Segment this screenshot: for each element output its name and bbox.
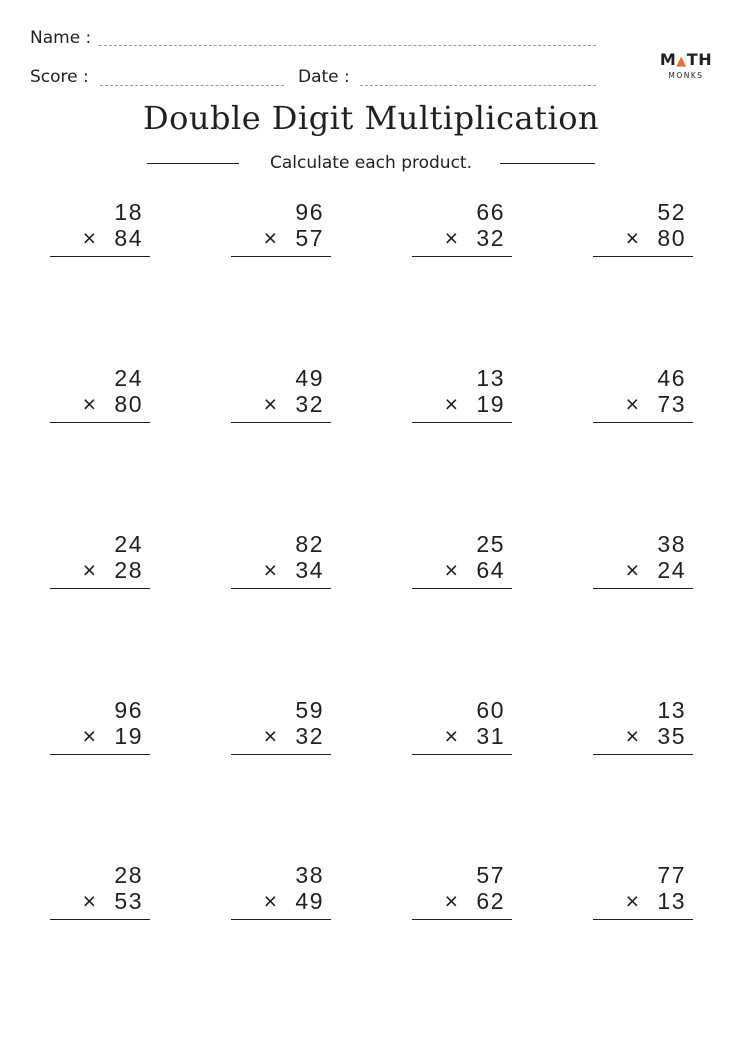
multiplier: 19 xyxy=(114,723,143,749)
answer-line[interactable] xyxy=(593,919,693,920)
score-label: Score : xyxy=(30,67,89,87)
answer-line[interactable] xyxy=(412,588,512,589)
logo-subtitle: MONKS xyxy=(668,71,704,80)
multiply-icon: × xyxy=(82,391,96,417)
problem-6 xyxy=(231,364,331,434)
problem-8 xyxy=(593,364,693,434)
multiplicand: 18 xyxy=(114,199,143,225)
answer-line[interactable] xyxy=(231,588,331,589)
multiplier: 19 xyxy=(476,391,505,417)
multiply-icon: × xyxy=(625,391,639,417)
problem-1 xyxy=(50,198,150,268)
multiplier: 57 xyxy=(295,225,324,251)
multiply-icon: × xyxy=(625,888,639,914)
answer-line[interactable] xyxy=(50,754,150,755)
score-field[interactable] xyxy=(100,85,284,86)
answer-line[interactable] xyxy=(412,422,512,423)
multiply-icon: × xyxy=(263,225,277,251)
problem-20 xyxy=(593,861,693,931)
multiplier: 31 xyxy=(476,723,505,749)
answer-line[interactable] xyxy=(231,256,331,257)
multiplicand: 59 xyxy=(295,697,324,723)
date-field[interactable] xyxy=(360,85,596,86)
instruction-rule-right xyxy=(500,163,595,164)
multiplier: 32 xyxy=(476,225,505,251)
problem-16 xyxy=(593,696,693,766)
multiplier: 73 xyxy=(657,391,686,417)
multiplier: 64 xyxy=(476,557,505,583)
name-field[interactable] xyxy=(99,45,596,46)
multiplicand: 77 xyxy=(657,862,686,888)
multiplicand: 28 xyxy=(114,862,143,888)
problem-7 xyxy=(412,364,512,434)
multiply-icon: × xyxy=(444,225,458,251)
multiplier: 32 xyxy=(295,723,324,749)
multiplier: 53 xyxy=(114,888,143,914)
multiplicand: 24 xyxy=(114,531,143,557)
multiply-icon: × xyxy=(82,723,96,749)
problem-3 xyxy=(412,198,512,268)
answer-line[interactable] xyxy=(50,919,150,920)
multiplicand: 49 xyxy=(295,365,324,391)
multiplier: 49 xyxy=(295,888,324,914)
multiply-icon: × xyxy=(444,888,458,914)
multiplier: 24 xyxy=(657,557,686,583)
problem-4 xyxy=(593,198,693,268)
multiply-icon: × xyxy=(625,557,639,583)
multiplicand: 24 xyxy=(114,365,143,391)
multiplier: 13 xyxy=(657,888,686,914)
multiply-icon: × xyxy=(263,557,277,583)
answer-line[interactable] xyxy=(593,422,693,423)
answer-line[interactable] xyxy=(412,256,512,257)
multiply-icon: × xyxy=(625,723,639,749)
answer-line[interactable] xyxy=(231,754,331,755)
multiplier: 80 xyxy=(114,391,143,417)
multiplier: 35 xyxy=(657,723,686,749)
multiply-icon: × xyxy=(82,557,96,583)
multiplicand: 25 xyxy=(476,531,505,557)
multiplier: 84 xyxy=(114,225,143,251)
problem-19 xyxy=(412,861,512,931)
name-label: Name : xyxy=(30,28,92,48)
multiplier: 80 xyxy=(657,225,686,251)
problem-10 xyxy=(231,530,331,600)
multiplicand: 52 xyxy=(657,199,686,225)
multiplier: 62 xyxy=(476,888,505,914)
problem-2 xyxy=(231,198,331,268)
answer-line[interactable] xyxy=(593,754,693,755)
multiplicand: 13 xyxy=(476,365,505,391)
multiplicand: 60 xyxy=(476,697,505,723)
multiply-icon: × xyxy=(444,723,458,749)
answer-line[interactable] xyxy=(50,256,150,257)
answer-line[interactable] xyxy=(412,754,512,755)
answer-line[interactable] xyxy=(412,919,512,920)
answer-line[interactable] xyxy=(593,256,693,257)
date-label: Date : xyxy=(298,67,350,87)
problem-9 xyxy=(50,530,150,600)
multiplier: 34 xyxy=(295,557,324,583)
problem-5 xyxy=(50,364,150,434)
multiplicand: 66 xyxy=(476,199,505,225)
problem-14 xyxy=(231,696,331,766)
instruction-rule-left xyxy=(147,163,239,164)
problem-18 xyxy=(231,861,331,931)
multiplier: 32 xyxy=(295,391,324,417)
multiplicand: 96 xyxy=(114,697,143,723)
problem-12 xyxy=(593,530,693,600)
multiply-icon: × xyxy=(82,888,96,914)
problem-13 xyxy=(50,696,150,766)
problem-11 xyxy=(412,530,512,600)
multiply-icon: × xyxy=(263,723,277,749)
answer-line[interactable] xyxy=(593,588,693,589)
multiplicand: 38 xyxy=(657,531,686,557)
multiplicand: 13 xyxy=(657,697,686,723)
multiplier: 28 xyxy=(114,557,143,583)
problem-15 xyxy=(412,696,512,766)
multiply-icon: × xyxy=(444,557,458,583)
instruction-text: Calculate each product. xyxy=(270,153,472,173)
answer-line[interactable] xyxy=(50,588,150,589)
multiplicand: 38 xyxy=(295,862,324,888)
multiply-icon: × xyxy=(444,391,458,417)
math-monks-logo xyxy=(656,51,716,80)
multiply-icon: × xyxy=(263,391,277,417)
answer-line[interactable] xyxy=(50,422,150,423)
multiply-icon: × xyxy=(625,225,639,251)
logo-wordmark: M▲TH xyxy=(659,50,713,69)
logo-triangle-icon: ▲ xyxy=(676,54,687,69)
worksheet-title: Double Digit Multiplication xyxy=(142,99,600,137)
multiply-icon: × xyxy=(263,888,277,914)
multiplicand: 82 xyxy=(295,531,324,557)
problem-17 xyxy=(50,861,150,931)
multiplicand: 46 xyxy=(657,365,686,391)
multiplicand: 96 xyxy=(295,199,324,225)
answer-line[interactable] xyxy=(231,422,331,423)
multiply-icon: × xyxy=(82,225,96,251)
answer-line[interactable] xyxy=(231,919,331,920)
multiplicand: 57 xyxy=(476,862,505,888)
